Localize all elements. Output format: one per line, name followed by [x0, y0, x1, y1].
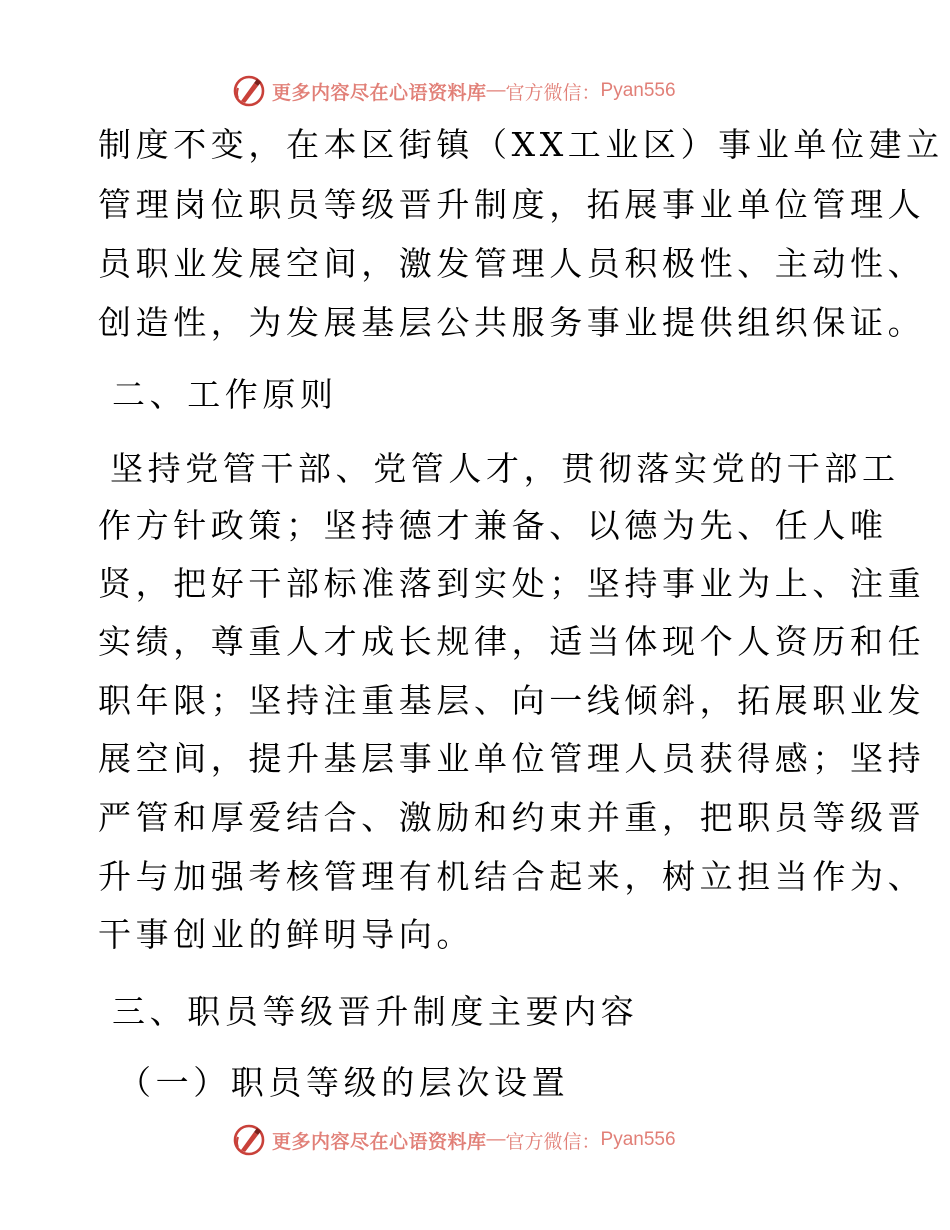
banner-text: 更多内容尽在心语资料库: [272, 81, 487, 104]
banner-separator: —: [486, 80, 506, 101]
paragraph-line: 展空间，提升基层事业单位管理人员获得感；坚持: [98, 739, 926, 778]
paragraph-line: 升与加强考核管理有机结合起来，树立担当作为、: [98, 857, 926, 896]
banner-wechat-id: Pyan556: [600, 1129, 676, 1150]
header-banner: [232, 71, 676, 111]
paragraph-line: 贤，把好干部标准落到实处；坚持事业为上、注重: [98, 564, 926, 603]
section-heading: 二、工作原则: [112, 375, 338, 414]
paragraph-line: 员职业发展空间，激发管理人员积极性、主动性、: [98, 244, 926, 283]
paragraph-line: 管理岗位职员等级晋升制度，拓展事业单位管理人: [98, 185, 926, 224]
section-heading: 三、职员等级晋升制度主要内容: [112, 992, 639, 1031]
paragraph-line: 坚持党管干部、党管人才，贯彻落实党的干部工: [110, 449, 900, 488]
paragraph-line: 创造性，为发展基层公共服务事业提供组织保证。: [98, 303, 926, 342]
paragraph-line: 干事创业的鲜明导向。: [98, 915, 474, 954]
banner-wechat-label: 官方微信：: [505, 81, 601, 104]
footer-banner: [232, 1120, 676, 1160]
paragraph-line: 实绩，尊重人才成长规律，适当体现个人资历和任: [98, 622, 926, 661]
banner-wechat-label: 官方微信：: [505, 1130, 601, 1153]
paragraph-line: 严管和厚爱结合、激励和约束并重，把职员等级晋: [98, 798, 926, 837]
banner-text: 更多内容尽在心语资料库: [272, 1130, 487, 1153]
pen-logo-icon: [232, 74, 266, 108]
subsection-heading: （一）职员等级的层次设置: [118, 1063, 570, 1102]
pen-logo-icon: [232, 1123, 266, 1157]
banner-wechat-id: Pyan556: [600, 80, 676, 101]
paragraph-line: 制度不变，在本区街镇（XX工业区）事业单位建立: [98, 125, 944, 164]
paragraph-line: 职年限；坚持注重基层、向一线倾斜，拓展职业发: [98, 681, 926, 720]
paragraph-line: 作方针政策；坚持德才兼备、以德为先、任人唯: [98, 506, 888, 545]
banner-separator: —: [486, 1129, 506, 1150]
